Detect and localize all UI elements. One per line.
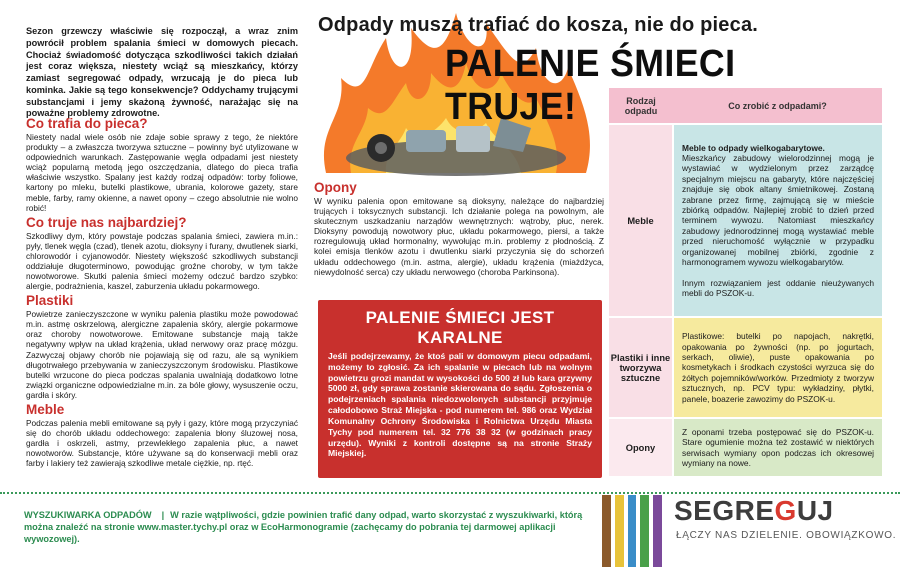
left-column — [26, 114, 298, 468]
intro-text: Sezon grzewczy właściwie się rozpoczął, a wraz znim powrócił problem spalania śmieci w domowych piecach. Chociaż świadomość dotycząca szkodliwości takich działań jest coraz większa, niestety wciąż są mieszkańcy, którzy zamiast segregować odpady, wrzucają je do pieca lub kominka. Jakie są tego konsekwencje? Oddychamy trującymi substancjami i jemy skażoną żywność, narażając się na poważne problemy zdrowotne. — [26, 26, 298, 119]
section-title: Opony — [314, 180, 357, 195]
section-title: Meble — [26, 402, 65, 418]
penalty-box — [318, 300, 602, 478]
penalty-title: PALENIE ŚMIECI JEST KARALNE — [365, 308, 555, 347]
segreguj-logo — [674, 495, 834, 527]
waste-instructions: Plastikowe: butelki po napojach, nakrętki, opakowania po żywności (np. po jogurtach, serkach, oliwie), puste opakowania po kosmetykach i środkach czystości wyrzuca się do żółtych pojemników/worków. Przedmioty z tworzyw sztucznych, np. PCV typu: wykładziny, płytki, panele, boazerie zawozimy do PSZOK-u. — [673, 317, 882, 418]
instruction-text: Mieszkańcy zabudowy wielorodzinnej mogą je wystawiać w wydzielonym przez zarządcę specjalnym miejscu na gabaryty, które najczęściej znajduje się obok altany śmietnikowej. Zostaną zabrane przez firmę, zajmującą się w mieście zbiórką odpadów. Najlepiej zrobić to dzień przed terminem wywozu. Natomiast mieszkańcy zabudowy jednorodzinnej mogą wystawiać meble przed nieruchomość wyłącznie w przypadku organizowanej mobilnej zbiórki, zgodnie z harmonogramem wywozu wielkogabarytów. — [682, 152, 874, 268]
instruction-extra: Innym rozwiązaniem jest oddanie nieużywanych mebli do PSZOK-u. — [682, 278, 874, 299]
waste-type: Plastiki i inne tworzywa sztuczne — [609, 317, 673, 418]
table-row — [609, 124, 882, 316]
section-body: Szkodliwy dym, który powstaje podczas spalania śmieci, zawiera m.in.: pyły, tlenek węgla (czad), tlenek azotu, dioksyny i furany, dwutlenek siarki, chlorowodór i cyjanowodór. Niestety większość szkodliwych substancji oddziałuje długoterminowo, powodując groźne choroby, w tym także nowotworowe. Skutki palenia śmieci możemy odczuć bardzo szybko: alergie, podrażnienia, kaszel, zaburzenia układu pokarmowego. — [26, 230, 298, 292]
table-header: Co zrobić z odpadami? — [673, 88, 882, 124]
stripe — [615, 495, 624, 567]
waste-type: Meble — [609, 124, 673, 316]
headline-main: PALENIE ŚMIECI TRUJE! — [445, 43, 736, 128]
logo-stripes — [602, 495, 666, 567]
waste-instructions — [673, 124, 882, 316]
headline-sub: Odpady muszą trafiać do kosza, nie do pieca. — [318, 14, 759, 36]
section-title: Plastiki — [26, 293, 74, 309]
stripe — [640, 495, 649, 567]
opony-section — [314, 178, 604, 277]
table-header: Rodzaj odpadu — [609, 88, 673, 124]
logo-part: UJ — [796, 495, 834, 526]
section-title: Co truje nas najbardziej? — [26, 214, 187, 230]
footer-text — [24, 510, 604, 546]
stripe — [628, 495, 637, 567]
footer-divider — [0, 492, 900, 494]
logo-accent: G — [774, 495, 797, 526]
section-body: Powietrze zanieczyszczone w wyniku palenia plastiku może powodować m.in. astmę oskrzelową, alergiczne zapalenia skóry, alergie pokarmowe oraz choroby nowotworowe. Emitowane substancje mają także negatywny wpływ na układ krążenia, układ nerwowy oraz pracę mózgu. Zazwyczaj objawy chorób nie pojawiają się od razu, ale są wynikiem długotrwałego przebywania w zanieczyszczonym środowisku. Plastikowe butelki wrzucone do pieca podczas spalania uwalniają dodatkowo lotne związki organiczne odpowiedzialne m.in. za bóle głowy, wysuszenie oczu, gardła i skóry. — [26, 309, 298, 400]
section-body: Podczas palenia mebli emitowane są pyły i gazy, które mogą przyczyniać się do chorób układu oddechowego: zapalenia błony śluzowej nosa, gardła i oskrzeli, astmy, przewlekłego zapalenia płuc, a nawet nowotworów. Substancje, które używane są do konserwacji mebli oraz farby i lakiery też zawierają szkodliwe metale ciężkie, np. rtęć. — [26, 417, 298, 469]
section-title: Co trafia do pieca? — [26, 116, 148, 131]
table-row — [609, 317, 882, 418]
waste-instructions: Z oponami trzeba postępować się do PSZOK-u. Stare ogumienie można też zostawić w niektórych serwisach wymiany opon podczas ich okresowej wymiany na nowe. — [673, 418, 882, 477]
penalty-body: Jeśli podejrzewamy, że ktoś pali w domowym piecu odpadami, możemy to zgłosić. Za ich spalanie w piecach lub na wolnym powietrzu grozi mandat w wysokości do 500 zł lub kara grzywny 5000 zł, gdy sprawa zostanie skierowana do sądu. Zgłoszenia o podejrzeniach spalania niedozwolonych substancji przyjmuje całodobowo Straż Miejska - pod numerem tel. 986 oraz Wydział Komunalny Ochrony Środowiska i Rolnictwa Urzędu Miasta Tychy pod numerem tel. 32 776 38 32 (w godzinach pracy urzędu). Wyniki z kontroli dostępne są na stronie Straży Miejskiej. — [328, 351, 592, 459]
logo-slogan: ŁĄCZY NAS DZIELENIE. OBOWIĄZKOWO. — [676, 530, 897, 541]
stripe — [602, 495, 611, 567]
stripe — [653, 495, 662, 567]
waste-table — [609, 88, 882, 478]
footer-label: WYSZUKIWARKA ODPADÓW — [24, 510, 152, 520]
logo-part: SEGRE — [674, 495, 775, 526]
table-row — [609, 418, 882, 477]
instruction-lead: Meble to odpady wielkogabarytowe. — [682, 142, 825, 153]
section-body: Niestety nadal wiele osób nie zdaje sobie sprawy z tego, że niektóre produkty – a zwłaszcza tworzywa sztuczne – powinny być utylizowane w odpowiednich warunkach. Zastępowanie węgla odpadami jest niestety wciąż popularną metodą jego oszczędzania, dlatego do pieca trafia właściwie wszystko. Spalany jest każdy rodzaj odpadów: torby foliowe, kartony po mleku, butelki plastikowe, ubrania, kolorowe gazety, stare meble, farby, ramy okienne, a nawet opony – czego absolutnie nie wolno robić! — [26, 131, 298, 213]
footer-separator: | — [161, 510, 165, 520]
section-body: W wyniku palenia opon emitowane są dioksyny, należące do najbardziej trujących i toksycznych substancji. Ich działanie polega na powolnym, ale skutecznym uszkadzaniu narządów wewnętrznych: wątroby, płuc, nerek. Dioksyny powodują nowotwory płuc, układu pokarmowego, piersi, a także rozregulowują układ hormonalny, wywołując m.in. problemy z płodnością. Z kolei emisja tlenków azotu i dwutlenku siarki przyczynia się do schorzeń układu oddechowego (m.in. astma, alergie), układu krążenia (miażdżyca, niewydolność serca) czy układu nerwowego (choroba Parkinsona). — [314, 195, 604, 277]
waste-type: Opony — [609, 418, 673, 477]
footer-body: W razie wątpliwości, gdzie powinien trafić dany odpad, warto skorzystać z wyszukiwarki, którą można znaleźć na stronie www.master.tychy.pl oraz w EcoHarmonogramie (zachęcamy do pobrania tej darmowej aplikacji wywozowej). — [24, 510, 583, 544]
